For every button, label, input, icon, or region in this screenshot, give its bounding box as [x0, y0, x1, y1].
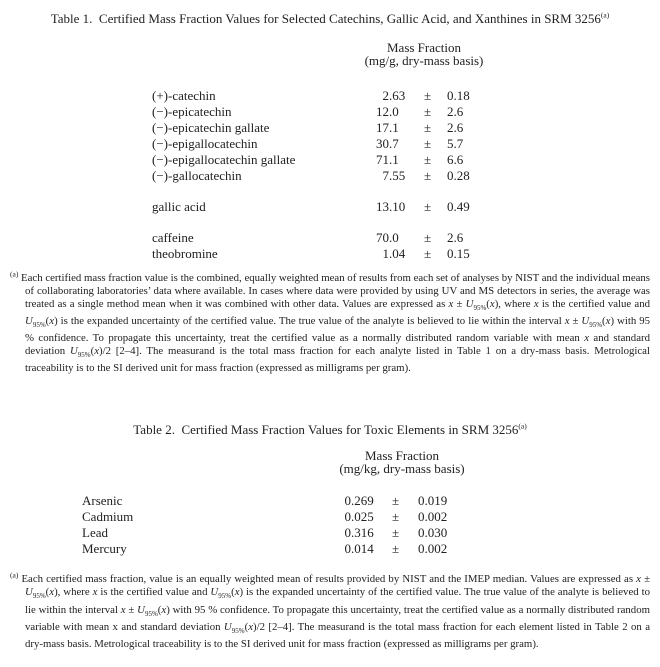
table-row: [152, 199, 660, 215]
table1-footnote: [10, 269, 651, 375]
plus-minus-sign: ±: [424, 136, 432, 151]
table2-title-text: Table 2. Certified Mass Fraction Values for Toxic Elements in SRM 3256: [133, 422, 519, 438]
value-decimal-part: .014: [351, 541, 374, 557]
table2-column-header: [302, 449, 502, 475]
value-integer-part: 0: [344, 525, 351, 541]
table1-header-units: (mg/g, dry-mass basis): [364, 53, 484, 68]
table1-title-text: Table 1. Certified Mass Fraction Values for Selected Catechins, Gallic Acid, and Xanthines in SRM 3256: [50, 11, 601, 26]
plus-minus-sign: ±: [424, 152, 432, 167]
uncertainty-value: 0.49: [447, 199, 470, 214]
value-decimal-part: .0: [389, 104, 399, 119]
value-decimal-part: .0: [389, 230, 399, 245]
value-integer-part: 70: [376, 230, 389, 245]
table-row: [152, 246, 660, 262]
value-integer-part: 2: [382, 88, 389, 103]
plus-minus-sign: ±: [424, 246, 432, 261]
value-decimal-part: .1: [389, 120, 399, 135]
value-integer-part: 13: [376, 199, 389, 214]
analyte-name: gallic acid: [152, 199, 206, 214]
plus-minus-sign: ±: [424, 199, 432, 214]
uncertainty-value: 0.15: [447, 246, 470, 261]
table-row: [152, 120, 660, 136]
analyte-name: Cadmium: [82, 509, 134, 525]
uncertainty-value: 0.019: [418, 493, 448, 509]
table1-footnote-text: Each certified mass fraction value is the combined, equally weighted mean of results from each set of analyses by NIST and the individual means of collaborating laboratories’ data where available. In cases where data were provided by using UV and MS detectors in series, the average was treated as a single method mean when it was combined with other data. Values are expressed as $x \pm U_{95\%}(x)$, where x is the certified value and $U_{95\%}(x)$ is the expanded uncertainty of the certified value. The true value of the analyte is believed to lie within the interval $x \pm U_{95\%}(x)$ with 95 % confidence. To propagate this uncertainty, treat the certified value as a normally distributed random variable with mean x and standard deviation $U_{95\%}(x)/2$ [2–4]. The measurand is the total mass fraction for each analyte listed in Table 1 on a dry-mass basis. Metrological traceability is to the SI derived unit for mass fraction (expressed as milligrams per gram).: [21, 272, 651, 375]
uncertainty-value: 0.28: [447, 168, 470, 183]
row-group-gap: [152, 215, 660, 230]
table1-column-header: [324, 41, 524, 67]
table-row: [82, 509, 660, 525]
value-integer-part: 17: [376, 120, 389, 135]
table2-title-superscript: (a): [518, 422, 527, 432]
table-row: [152, 136, 660, 152]
analyte-name: Lead: [82, 525, 108, 541]
table2-footnote-text: Each certified mass fraction, value is an equally weighted mean of results provided by NIST and the IMEP median. Values are expressed as $x \pm U_{95\%}(x)$, where x is the certified value and $U_{95\%}(x)$ is the expanded uncertainty of the certified value. The true value of the analyte is believed to lie within the interval $x \pm U_{95\%}(x)$ with 95 % confidence. To propagate this uncertainty, treat the certified value as a normally distributed random variable with mean x and standard deviation $U_{95\%}(x)/2$ [2–4]. The measurand is the total mass fraction for each element listed in Table 2 on a dry-mass basis. Metrological traceability is to the SI derived unit for mass fraction (expressed as milligrams per gram).: [21, 573, 650, 650]
value-decimal-part: .025: [351, 509, 374, 525]
uncertainty-value: 2.6: [447, 230, 464, 245]
analyte-name: (+)-catechin: [152, 88, 216, 103]
table2-header-units: (mg/kg, dry-mass basis): [339, 461, 465, 477]
uncertainty-value: 2.6: [447, 120, 464, 135]
value-decimal-part: .7: [389, 136, 399, 151]
analyte-name: Mercury: [82, 541, 127, 557]
value-integer-part: 71: [376, 152, 389, 167]
table1-footnote-marker: (a): [10, 269, 19, 279]
table1-title: [0, 0, 660, 25]
table2-footnote: [10, 570, 650, 650]
value-decimal-part: .55: [389, 168, 406, 183]
plus-minus-sign: ±: [424, 230, 432, 245]
analyte-name: (−)-epigallocatechin gallate: [152, 152, 296, 167]
plus-minus-sign: ±: [392, 525, 400, 541]
plus-minus-sign: ±: [392, 493, 400, 509]
uncertainty-value: 0.18: [447, 88, 470, 103]
table-row: [82, 541, 660, 557]
value-integer-part: 0: [344, 493, 351, 509]
table-row: [82, 493, 660, 509]
table2-title: [0, 423, 660, 436]
value-integer-part: 7: [382, 168, 389, 183]
analyte-name: Arsenic: [82, 493, 123, 509]
table1-header-mass-fraction: Mass Fraction: [386, 40, 462, 55]
table-row: [152, 168, 660, 184]
table2-header-mass-fraction: Mass Fraction: [364, 448, 440, 464]
uncertainty-value: 5.7: [447, 136, 464, 151]
value-integer-part: 0: [344, 541, 351, 557]
analyte-name: caffeine: [152, 230, 194, 245]
table2-rows: [82, 493, 660, 557]
table2-footnote-marker: (a): [10, 570, 19, 580]
plus-minus-sign: ±: [424, 104, 432, 119]
table1-title-superscript: (a): [600, 10, 610, 20]
analyte-name: (−)-epigallocatechin: [152, 136, 258, 151]
plus-minus-sign: ±: [424, 168, 432, 183]
table-row: [152, 230, 660, 246]
value-decimal-part: .316: [351, 525, 374, 541]
plus-minus-sign: ±: [424, 120, 432, 135]
uncertainty-value: 2.6: [447, 104, 464, 119]
value-decimal-part: .1: [389, 152, 399, 167]
analyte-name: (−)-gallocatechin: [152, 168, 242, 183]
table1-rows: [152, 88, 660, 262]
uncertainty-value: 0.002: [418, 509, 448, 525]
table-row: [82, 525, 660, 541]
analyte-name: (−)-epicatechin gallate: [152, 120, 270, 135]
value-integer-part: 1: [382, 246, 389, 261]
plus-minus-sign: ±: [392, 509, 400, 525]
uncertainty-value: 0.030: [418, 525, 448, 541]
value-integer-part: 12: [376, 104, 389, 119]
table-row: [152, 152, 660, 168]
value-decimal-part: .63: [389, 88, 406, 103]
value-integer-part: 0: [344, 509, 351, 525]
plus-minus-sign: ±: [424, 88, 432, 103]
value-integer-part: 30: [376, 136, 389, 151]
value-decimal-part: .10: [389, 199, 406, 214]
table-row: [152, 88, 660, 104]
value-decimal-part: .269: [351, 493, 374, 509]
uncertainty-value: 0.002: [418, 541, 448, 557]
table-row: [152, 104, 660, 120]
row-group-gap: [152, 184, 660, 199]
analyte-name: theobromine: [152, 246, 218, 261]
value-decimal-part: .04: [389, 246, 406, 261]
analyte-name: (−)-epicatechin: [152, 104, 232, 119]
uncertainty-value: 6.6: [447, 152, 464, 167]
plus-minus-sign: ±: [392, 541, 400, 557]
